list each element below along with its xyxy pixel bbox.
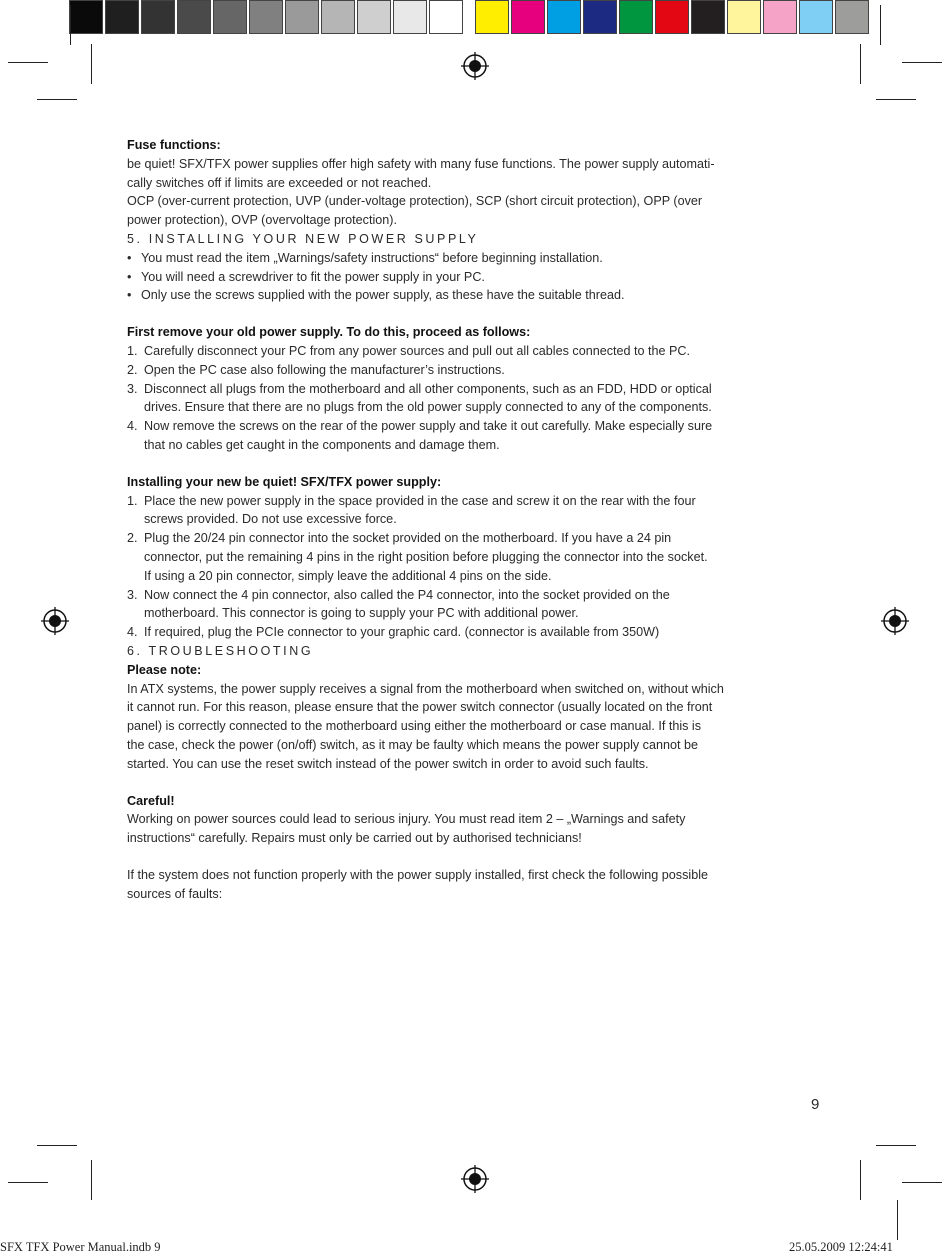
color-swatch: [177, 0, 211, 34]
footer-timestamp: 25.05.2009 12:24:41: [789, 1240, 893, 1254]
color-swatch: [691, 0, 725, 34]
color-swatch: [619, 0, 653, 34]
registration-target-icon: [881, 607, 909, 635]
list-item: [127, 586, 827, 624]
text-line: started. You can use the reset switch instead of the power switch in order to avoid such faults.: [127, 756, 649, 771]
text-line: panel) is correctly connected to the motherboard using either the motherboard or case manual. If this is: [127, 719, 702, 734]
text-line: it cannot run. For this reason, please ensure that the power switch connector (usually located on the front: [127, 700, 713, 715]
crop-mark: [860, 44, 861, 84]
section-5-title: 5. INSTALLING YOUR NEW POWER SUPPLY: [127, 231, 479, 246]
registration-target-icon: [461, 52, 489, 80]
crop-mark: [8, 62, 48, 63]
step-number: 1.: [127, 493, 138, 508]
crop-mark: [880, 5, 881, 45]
list-item: • You must read the item „Warnings/safety instructions“ before beginning installation.: [127, 249, 827, 268]
list-item: [127, 361, 827, 380]
color-swatch: [321, 0, 355, 34]
fuse-text-line: OCP (over-current protection, UVP (under-voltage protection), SCP (short circuit protection), OPP (over: [127, 194, 703, 209]
step-text-line: If using a 20 pin connector, simply leave the additional 4 pins on the side.: [144, 568, 552, 583]
color-swatch: [511, 0, 545, 34]
crop-mark: [902, 1182, 942, 1183]
color-swatch: [141, 0, 175, 34]
step-text-line: Now connect the 4 pin connector, also called the P4 connector, into the socket provided on the: [144, 587, 670, 602]
step-number: 2.: [127, 531, 138, 546]
color-swatches: [475, 0, 871, 38]
crop-mark: [37, 1145, 77, 1146]
color-swatch: [69, 0, 103, 34]
step-number: 3.: [127, 381, 138, 396]
fuse-text-line: cally switches off if limits are exceeded or not reached.: [127, 175, 432, 190]
list-item: • You will need a screwdriver to fit the power supply in your PC.: [127, 268, 827, 287]
step-text-line: If required, plug the PCIe connector to your graphic card. (connector is available from 350W): [144, 625, 660, 640]
crop-mark: [876, 1145, 916, 1146]
step-number: 2.: [127, 362, 138, 377]
footer-filename: SFX TFX Power Manual.indb 9: [0, 1240, 161, 1254]
crop-mark: [860, 1160, 861, 1200]
text-line: Working on power sources could lead to serious injury. You must read item 2 – „Warnings and safety: [127, 812, 686, 827]
please-note-heading: Please note:: [127, 662, 202, 677]
step-text-line: Now remove the screws on the rear of the power supply and take it out carefully. Make especially sure: [144, 419, 713, 434]
fuse-text-line: be quiet! SFX/TFX power supplies offer high safety with many fuse functions. The power supply automati-: [127, 156, 715, 171]
color-swatch: [547, 0, 581, 34]
crop-mark: [876, 99, 916, 100]
color-swatch: [429, 0, 463, 34]
list-item: [127, 492, 827, 530]
crop-mark: [91, 1160, 92, 1200]
text-line: If the system does not function properly with the power supply installed, first check the following possible: [127, 867, 709, 882]
list-item: [127, 623, 827, 642]
step-text-line: Disconnect all plugs from the motherboard and all other components, such as an FDD, HDD or optical: [144, 381, 712, 396]
step-text-line: Carefully disconnect your PC from any power sources and pull out all cables connected to the PC.: [144, 343, 691, 358]
install-new-psu-heading: Installing your new be quiet! SFX/TFX power supply:: [127, 474, 442, 489]
color-swatch: [475, 0, 509, 34]
color-swatch: [393, 0, 427, 34]
please-note-text: [127, 680, 827, 774]
section-6-title: 6. TROUBLESHOOTING: [127, 643, 314, 658]
closing-text: [127, 866, 827, 904]
color-swatch: [799, 0, 833, 34]
list-item: [127, 380, 827, 418]
fuse-text-line: power protection), OVP (overvoltage protection).: [127, 213, 397, 228]
careful-heading: Careful!: [127, 793, 175, 808]
color-swatch: [105, 0, 139, 34]
remove-steps-list: [127, 342, 827, 455]
color-calibration-bar: [69, 0, 871, 38]
step-number: 4.: [127, 625, 138, 640]
text-line: the case, check the power (on/off) switch, as it may be faulty which means the power supply cannot be: [127, 737, 698, 752]
list-item: [127, 529, 827, 585]
registration-target-icon: [461, 1165, 489, 1193]
color-swatch: [285, 0, 319, 34]
color-swatch: [357, 0, 391, 34]
step-text-line: screws provided. Do not use excessive force.: [144, 512, 397, 527]
step-text-line: connector, put the remaining 4 pins in the right position before plugging the connector into the socket.: [144, 549, 708, 564]
step-text-line: Plug the 20/24 pin connector into the socket provided on the motherboard. If you have a 24 pin: [144, 531, 672, 546]
crop-mark: [897, 1200, 898, 1240]
step-number: 3.: [127, 587, 138, 602]
color-swatch: [213, 0, 247, 34]
list-item: [127, 417, 827, 455]
fuse-heading: Fuse functions:: [127, 138, 221, 152]
color-swatch: [727, 0, 761, 34]
text-line: In ATX systems, the power supply receives a signal from the motherboard when switched on, without which: [127, 681, 724, 696]
color-swatch: [249, 0, 283, 34]
crop-mark: [902, 62, 942, 63]
color-swatch: [583, 0, 617, 34]
step-text-line: that no cables get caught in the components and damage them.: [144, 437, 500, 452]
remove-old-psu-heading: First remove your old power supply. To do this, proceed as follows:: [127, 325, 531, 340]
grayscale-swatches: [69, 0, 465, 38]
crop-mark: [70, 5, 71, 45]
step-text-line: motherboard. This connector is going to supply your PC with additional power.: [144, 606, 579, 621]
step-number: 4.: [127, 419, 138, 434]
step-text-line: Place the new power supply in the space provided in the case and screw it on the rear with the four: [144, 493, 696, 508]
step-text-line: drives. Ensure that there are no plugs from the old power supply connected to any of the components.: [144, 400, 712, 415]
manual-page-content: [127, 136, 827, 903]
page-number: 9: [811, 1096, 820, 1113]
color-swatch: [763, 0, 797, 34]
step-text-line: Open the PC case also following the manufacturer’s instructions.: [144, 362, 505, 377]
crop-mark: [91, 44, 92, 84]
step-number: 1.: [127, 343, 138, 358]
text-line: sources of faults:: [127, 886, 223, 901]
careful-text: [127, 810, 827, 848]
crop-mark: [37, 99, 77, 100]
text-line: instructions“ carefully. Repairs must only be carried out by authorised technicians!: [127, 831, 582, 846]
color-swatch: [835, 0, 869, 34]
color-swatch: [655, 0, 689, 34]
registration-target-icon: [41, 607, 69, 635]
installation-prerequisites-list: [127, 249, 827, 305]
list-item: [127, 342, 827, 361]
install-steps-list: [127, 492, 827, 642]
crop-mark: [8, 1182, 48, 1183]
list-item: • Only use the screws supplied with the power supply, as these have the suitable thread.: [127, 286, 827, 305]
